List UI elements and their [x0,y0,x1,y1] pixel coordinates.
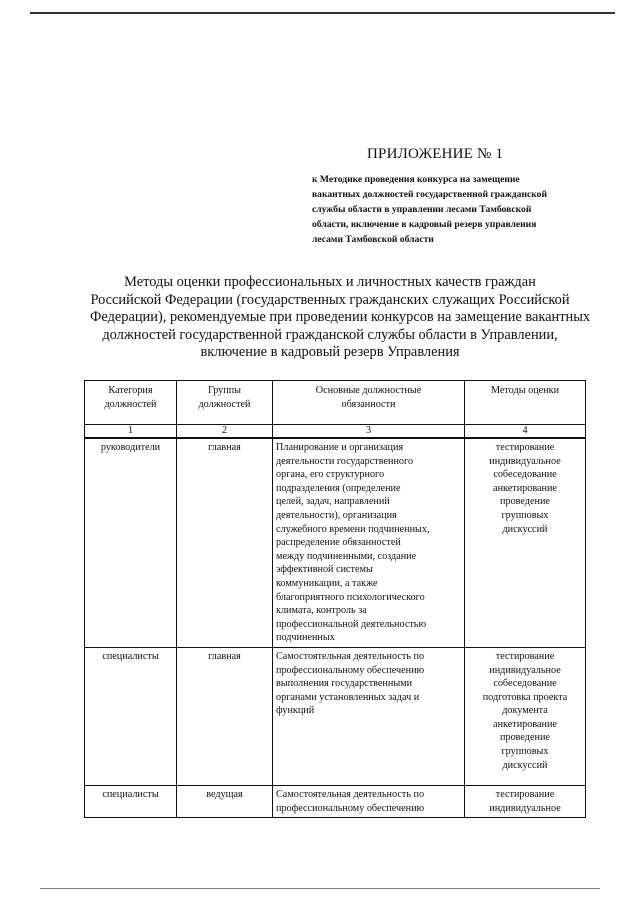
cell-group: главная [177,647,273,785]
cell-line: собеседование [493,469,557,481]
cell-line: между подчиненными, создание [276,550,417,562]
cell-line: Самостоятельная деятельность по [276,650,425,662]
cell-line: анкетирование [493,482,557,494]
scan-bottom-border [40,888,600,889]
cell-line: подчиненных [276,632,335,644]
cell-line: собеседование [493,678,557,690]
header-methods: Методы оценки [465,381,586,425]
methods-table [84,380,586,818]
cell-line: документа [502,705,548,717]
column-number: 2 [177,425,273,439]
cell-line: тестирование [495,788,555,800]
appendix-note-line: области, включение в кадровый резерв управления [312,219,537,230]
table-row [85,785,586,817]
cell-line: тестирование [495,650,555,662]
cell-line: деятельности), организация [276,509,397,521]
cell-line: профессиональному обеспечению [276,802,425,814]
cell-category: руководители [85,438,177,647]
column-number: 3 [273,425,465,439]
cell-line: коммуникации, а также [276,577,378,589]
cell-group: главная [177,438,273,647]
cell-line: анкетирование [493,718,557,730]
header-group: Группы должностей [177,381,273,425]
table-row [85,647,586,785]
cell-line: профессиональному обеспечению [276,664,425,676]
appendix-title: ПРИЛОЖЕНИЕ № 1 [367,146,504,162]
cell-line: целей, задач, направлений [276,496,390,508]
column-number-row [85,425,586,439]
cell-line: проведение [500,732,550,744]
column-number: 1 [85,425,177,439]
cell-line: деятельности государственного [276,455,414,467]
scan-top-border [30,12,615,14]
appendix-note-line: лесами Тамбовской области [312,234,434,245]
header-category: Категория должностей [85,381,177,425]
table-header-row [85,381,586,425]
header-duties: Основные должностные обязанности [273,381,465,425]
column-number: 4 [465,425,586,439]
cell-line: выполнения государственными [276,678,413,690]
cell-methods [465,438,586,647]
cell-group: ведущая [177,785,273,817]
cell-line: Самостоятельная деятельность по [276,788,425,800]
cell-line: климата, контроль за [276,605,367,617]
heading-line: Методы оценки профессиональных и личностных качеств граждан [124,274,536,290]
cell-methods [465,647,586,785]
cell-line: эффективной системы [276,564,373,576]
heading-line: включение в кадровый резерв Управления [200,344,460,360]
cell-line: дискуссий [502,759,548,771]
cell-line: профессиональной деятельностью [276,618,427,630]
cell-line: органа, его структурного [276,469,385,481]
table-row [85,438,586,647]
cell-methods [465,785,586,817]
heading-line: Российской Федерации (государственных гражданских служащих Российской [90,291,570,308]
cell-line: служебного времени подчиненных, [276,523,430,535]
appendix-note [312,172,592,247]
cell-line: органами установленных задач и [276,691,420,703]
cell-line: подготовка проекта [482,691,568,703]
cell-line: групповых [501,509,549,521]
cell-line: функций [276,705,315,717]
appendix-note-line: вакантных должностей государственной гражданской [312,189,547,200]
cell-duties [273,647,465,785]
cell-category: специалисты [85,647,177,785]
cell-line: проведение [500,496,550,508]
cell-line: распределение обязанностей [276,537,401,549]
cell-line: благоприятного психологического [276,591,425,603]
cell-line: индивидуальное [489,455,561,467]
cell-line: Планирование и организация [276,442,404,453]
cell-duties [273,785,465,817]
cell-line: групповых [501,746,549,758]
cell-line: тестирование [495,442,555,453]
cell-line: индивидуальное [489,802,561,814]
cell-line: подразделения (определение [276,482,401,494]
heading-line: должностей государственной гражданской службы области в Управлении, [102,326,558,343]
cell-line: дискуссий [502,523,548,535]
cell-category: специалисты [85,785,177,817]
cell-duties [273,438,465,647]
document-heading [90,274,591,362]
appendix-note-line: службы области в управлении лесами Тамбовской [312,204,532,215]
heading-line: Федерации), рекомендуемые при проведении конкурсов на замещение вакантных [90,309,591,325]
appendix-note-line: к Методике проведения конкурса на замещение [312,174,520,185]
cell-line: индивидуальное [489,664,561,676]
